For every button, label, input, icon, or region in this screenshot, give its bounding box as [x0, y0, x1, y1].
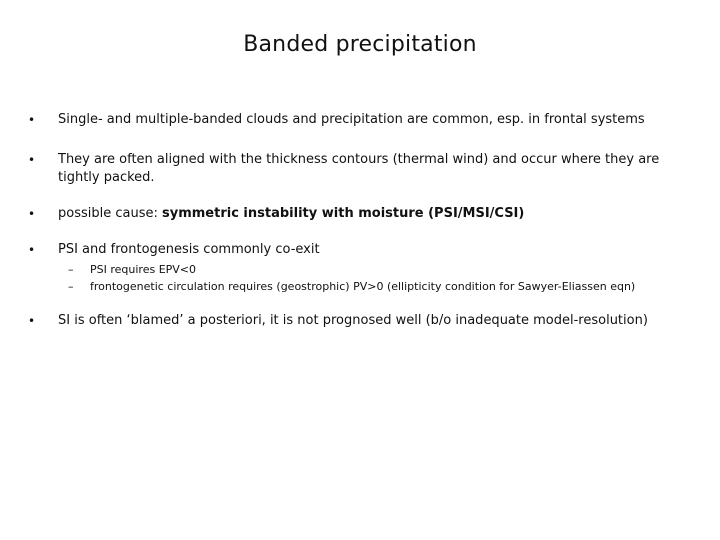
bullet-marker: •: [28, 153, 36, 167]
bullet-marker: •: [28, 314, 36, 328]
bullet-text: They are often aligned with the thickness contours (thermal wind) and occur where they are tightly packed.: [58, 152, 660, 185]
bullet-text: Single- and multiple-banded clouds and precipitation are common, esp. in frontal systems: [58, 112, 645, 127]
bullet-marker: •: [28, 113, 36, 127]
bullet-text: PSI and frontogenesis commonly co-exit: [58, 242, 320, 257]
sub-bullet-marker: –: [68, 280, 74, 293]
bullet-text-prefix: possible cause:: [58, 206, 162, 221]
sub-bullet-marker: –: [68, 263, 74, 276]
sub-bullet-text: PSI requires EPV<0: [90, 263, 197, 276]
bullet-text: SI is often ‘blamed’ a posteriori, it is not prognosed well (b/o inadequate model-resolution): [58, 313, 648, 328]
slide-title: Banded precipitation: [243, 32, 477, 57]
bullet-text: [58, 205, 698, 223]
bullet-text-emphasis: symmetric instability with moisture (PSI/MSI/CSI): [162, 206, 525, 221]
bullet-marker: •: [28, 243, 36, 257]
sub-bullet-text: frontogenetic circulation requires (geostrophic) PV>0 (ellipticity condition for Sawyer-Eliassen eqn): [90, 280, 636, 293]
bullet-marker: •: [28, 207, 36, 221]
